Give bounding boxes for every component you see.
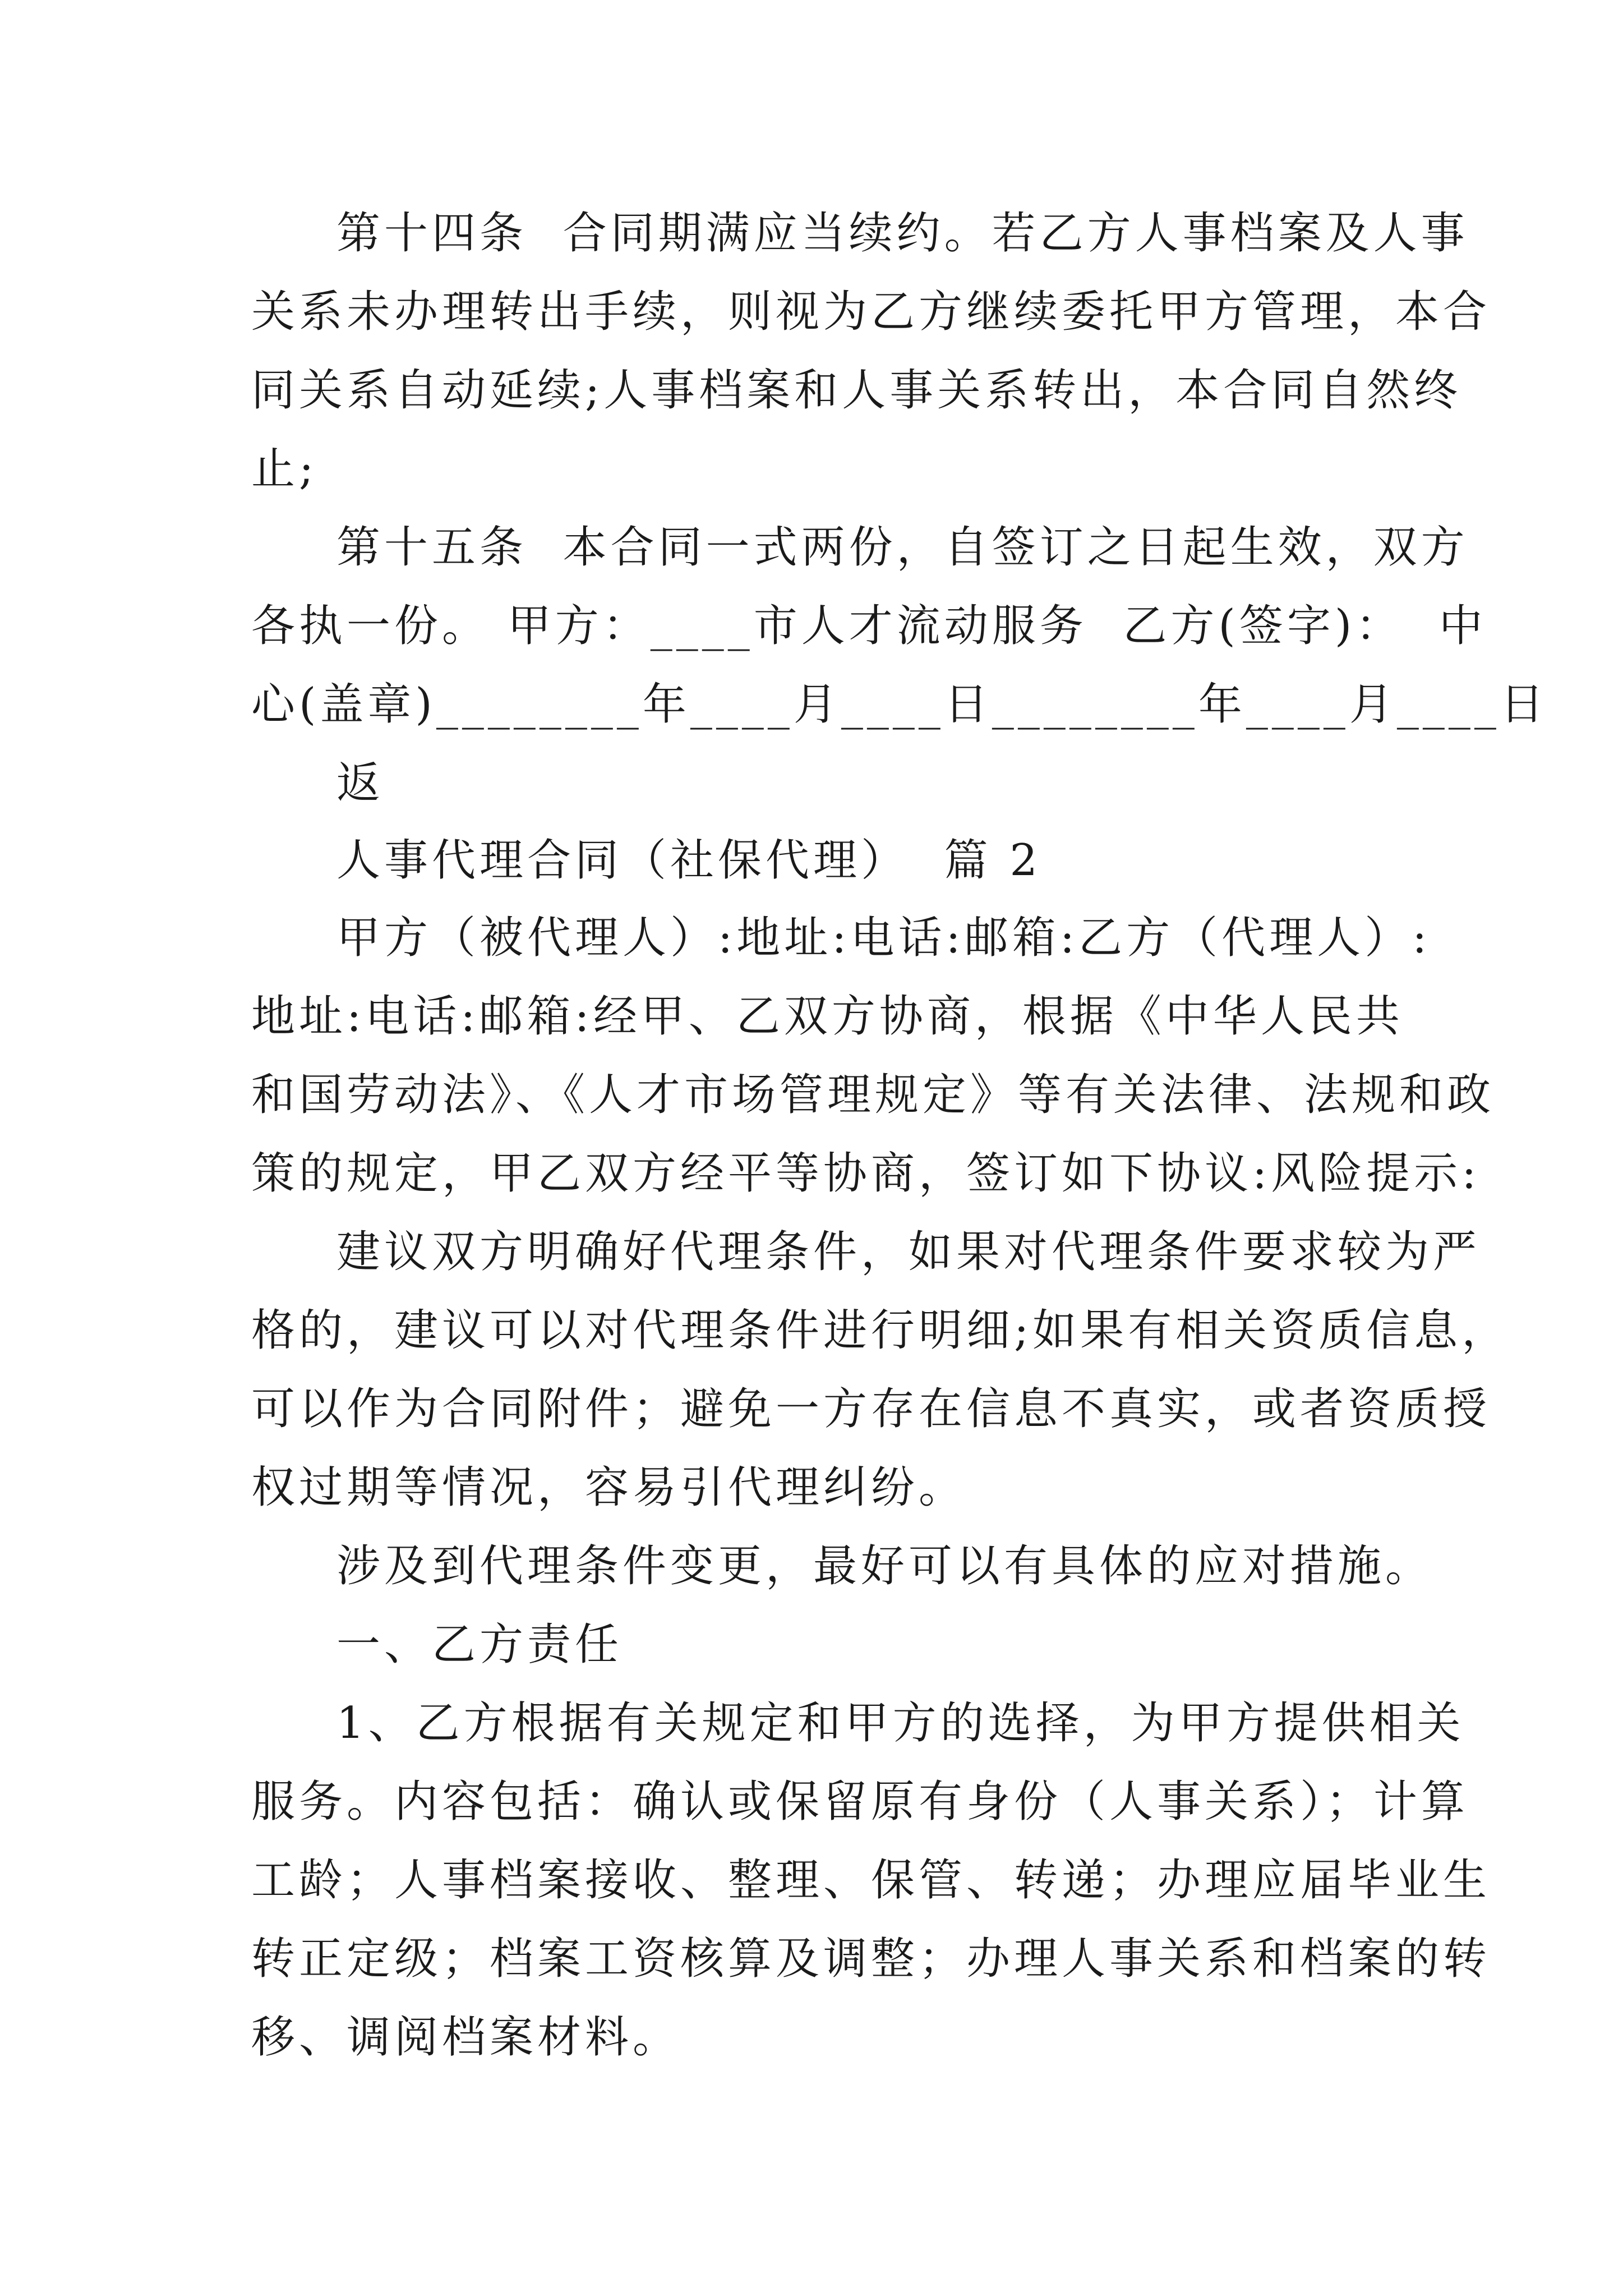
text-line-11: 地址:电话:邮箱:经甲、乙双方协商，根据《中华人民共 (251, 991, 1404, 1042)
text-line-14: 建议双方明确好代理条件，如果对代理条件要求较为严 (336, 1227, 1481, 1277)
text-line-15: 格的，建议可以对代理条件进行明细;如果有相关资质信息， (251, 1305, 1510, 1356)
text-line-1: 第十四条 合同期满应当续约。若乙方人事档案及人事 (336, 208, 1469, 259)
text-line-3: 同关系自动延续;人事档案和人事关系转出，本合同自然终 (251, 365, 1462, 416)
section-heading: 人事代理合同（社保代理） 篇 2 (336, 835, 1042, 886)
text-line-2: 关系未办理转出手续，则视为乙方继续委托甲方管理，本合 (251, 287, 1491, 337)
text-line-16: 可以作为合同附件；避免一方存在信息不真实，或者资质授 (251, 1384, 1491, 1434)
text-line-7: 心(盖章)________年____月____日________年____月____日 (251, 679, 1548, 730)
text-line-6: 各执一份。 甲方：____市人才流动服务 乙方(签字)： 中 (251, 601, 1487, 651)
text-line-21: 服务。内容包括：确认或保留原有身份（人事关系）；计算 (251, 1777, 1469, 1827)
text-line-23: 转正定级；档案工资核算及调整；办理人事关系和档案的转 (251, 1934, 1491, 1984)
text-line-10: 甲方（被代理人）:地址:电话:邮箱:乙方（代理人）: (336, 913, 1431, 963)
text-line-5: 第十五条 本合同一式两份，自签订之日起生效，双方 (336, 522, 1469, 573)
text-line-18: 涉及到代理条件变更，最好可以有具体的应对措施。 (336, 1541, 1433, 1591)
text-line-17: 权过期等情况，容易引代理纠纷。 (251, 1462, 967, 1513)
text-line-19: 一、乙方责任 (336, 1619, 623, 1670)
text-line-13: 策的规定，甲乙双方经平等协商，签订如下协议:风险提示: (251, 1148, 1481, 1199)
text-line-20: 1、乙方根据有关规定和甲方的选择，为甲方提供相关 (336, 1698, 1465, 1749)
text-line-24: 移、调阅档案材料。 (251, 2012, 681, 2063)
text-line-8: 返 (336, 758, 385, 808)
text-line-22: 工龄；人事档案接收、整理、保管、转递；办理应届毕业生 (251, 1855, 1491, 1906)
text-line-12: 和国劳动法》、《人才市场管理规定》等有关法律、法规和政 (251, 1070, 1495, 1120)
text-line-4: 止; (251, 444, 318, 494)
